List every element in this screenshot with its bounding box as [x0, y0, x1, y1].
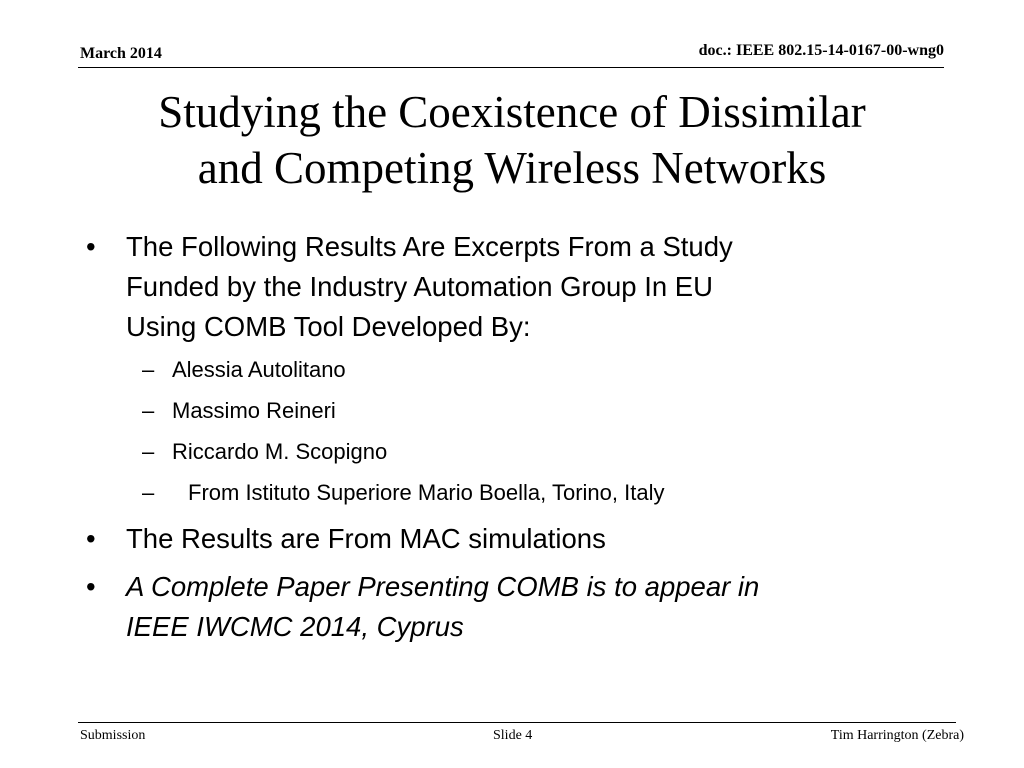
- dash-marker: –: [142, 439, 155, 464]
- bullet-list: [86, 227, 936, 655]
- bullet-marker: •: [86, 571, 96, 602]
- bullet-item: [86, 227, 936, 347]
- sub-bullet-text: From Istituto Superiore Mario Boella, Torino, Italy: [188, 480, 665, 505]
- bullet-line: IEEE IWCMC 2014, Cyprus: [126, 611, 464, 642]
- title-line-1: Studying the Coexistence of Dissimilar: [158, 87, 866, 137]
- sub-bullet-text: Alessia Autolitano: [172, 357, 346, 382]
- footer-submission: Submission: [80, 728, 146, 743]
- footer-divider: [78, 722, 956, 723]
- sub-bullet-list: [86, 355, 936, 508]
- bullet-line: Funded by the Industry Automation Group In EU: [126, 271, 714, 302]
- footer-author: Tim Harrington (Zebra): [830, 728, 964, 743]
- dash-marker: –: [142, 480, 155, 505]
- bullet-marker: •: [86, 231, 96, 262]
- sub-bullet-item: [86, 437, 936, 467]
- bullet-text: The Results are From MAC simulations: [126, 523, 606, 554]
- sub-bullet-item: [86, 478, 936, 508]
- header-divider: [78, 67, 944, 68]
- sub-bullet-text: Massimo Reineri: [172, 398, 336, 423]
- bullet-item: [86, 567, 936, 647]
- bullet-text: [126, 227, 936, 347]
- dash-marker: –: [142, 357, 155, 382]
- bullet-item: [86, 519, 936, 559]
- header-date: March 2014: [80, 45, 162, 62]
- slide-title: [80, 84, 944, 196]
- dash-marker: –: [142, 398, 155, 423]
- bullet-marker: •: [86, 523, 96, 554]
- bullet-text: [126, 567, 936, 647]
- bullet-line: A Complete Paper Presenting COMB is to appear in: [126, 571, 760, 602]
- footer-slide-number: Slide 4: [493, 728, 533, 743]
- sub-bullet-item: [86, 355, 936, 385]
- sub-bullet-item: [86, 396, 936, 426]
- header-doc-id: doc.: IEEE 802.15-14-0167-00-wng0: [698, 42, 944, 59]
- sub-bullet-text: Riccardo M. Scopigno: [172, 439, 388, 464]
- bullet-line: The Following Results Are Excerpts From a Study: [126, 231, 733, 262]
- bullet-line: Using COMB Tool Developed By:: [126, 311, 531, 342]
- title-line-2: and Competing Wireless Networks: [197, 143, 827, 193]
